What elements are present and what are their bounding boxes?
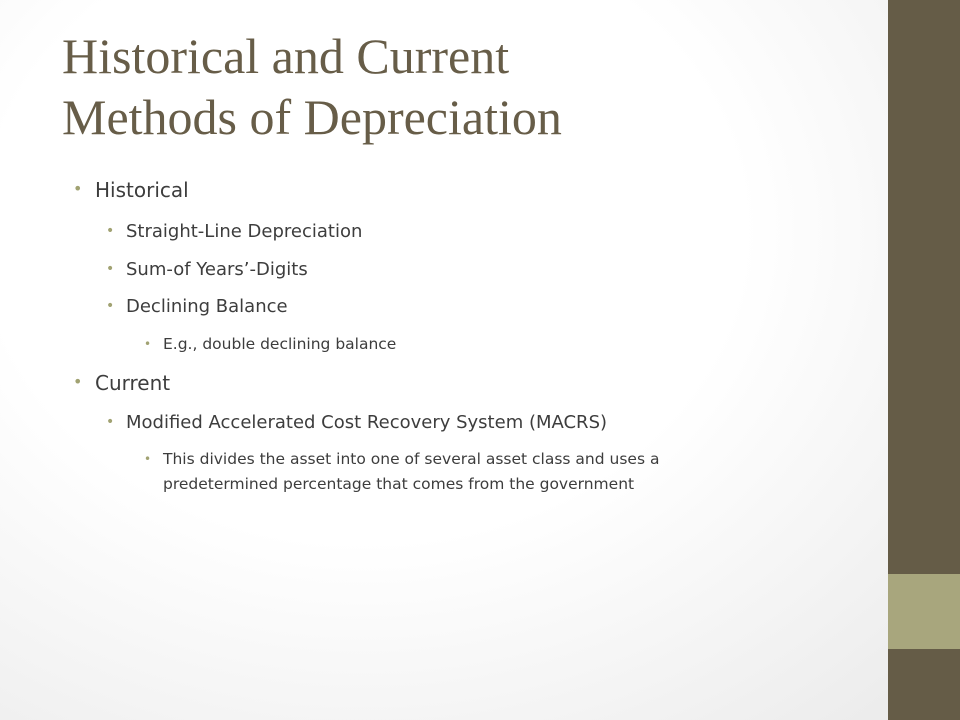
bullet-dot-icon: • (106, 261, 115, 277)
slide-title-line-1: Historical and Current (62, 28, 510, 84)
bullet-straight-line (106, 221, 363, 243)
bullet-text: Historical (95, 178, 189, 202)
bullet-macrs-description (144, 447, 660, 497)
bullet-text: Straight-Line Depreciation (126, 221, 363, 242)
bullet-dot-icon: • (144, 337, 152, 351)
decorative-sidebar-band (888, 574, 960, 649)
bullet-text-line-1: This divides the asset into one of several asset class and uses a (163, 450, 660, 468)
bullet-dot-icon: • (106, 414, 115, 430)
bullet-dot-icon: • (73, 372, 83, 391)
bullet-macrs (106, 412, 608, 434)
bullet-text: E.g., double declining balance (163, 335, 397, 353)
bullet-text: Sum-of Years’-Digits (126, 259, 308, 280)
bullet-historical (73, 178, 189, 202)
bullet-sum-of-years (106, 259, 308, 281)
bullet-text: Current (95, 371, 171, 395)
bullet-dot-icon: • (106, 223, 115, 239)
bullet-current (73, 371, 171, 395)
bullet-text: Declining Balance (126, 296, 288, 317)
bullet-text: Modified Accelerated Cost Recovery System (MACRS) (126, 412, 608, 433)
bullet-double-declining (144, 332, 397, 357)
bullet-text-line-2: predetermined percentage that comes from the government (163, 475, 635, 493)
slide-title (62, 26, 842, 148)
bullet-dot-icon: • (73, 179, 83, 198)
bullet-dot-icon: • (144, 452, 152, 466)
bullet-declining-balance (106, 296, 288, 318)
slide-title-line-2: Methods of Depreciation (62, 89, 562, 145)
bullet-dot-icon: • (106, 298, 115, 314)
